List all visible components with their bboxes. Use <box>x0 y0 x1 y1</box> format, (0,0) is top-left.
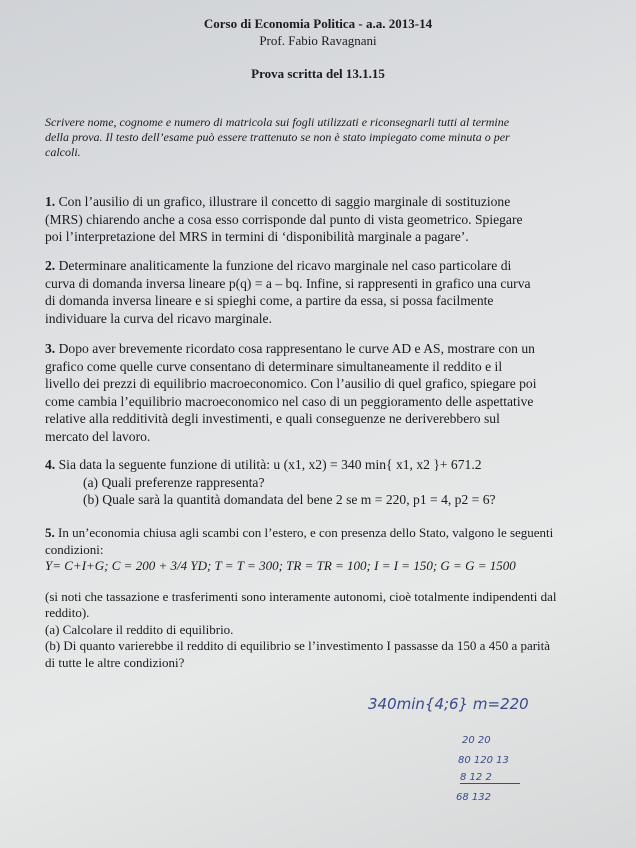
question-text: individuare la curva del ricavo marginale. <box>45 310 272 326</box>
handwritten-note: 340min{4;6} m=220 <box>368 695 529 713</box>
sub-question-a: (a) Quali preferenze rappresenta? <box>83 474 265 490</box>
exam-title: Prova scritta del 13.1.15 <box>251 66 385 81</box>
question-note: reddito). <box>45 605 90 620</box>
question-text: Dopo aver brevemente ricordato cosa rappresentano le curve AD e AS, mostrare con un <box>58 341 535 356</box>
question-number: 4. <box>45 457 56 472</box>
question-2 <box>45 257 585 327</box>
question-1 <box>45 193 585 246</box>
question-number: 1. <box>45 194 56 209</box>
question-text: Con l’ausilio di un grafico, illustrare il concetto di saggio marginale di sostituzione <box>58 194 511 209</box>
question-text: come cambia l’equilibrio macroeconomico nel caso di un peggioramento delle aspettative <box>45 393 534 409</box>
question-text: di domanda inversa lineare e si spieghi come, a partire da essa, si possa facilmente <box>45 293 494 308</box>
question-number: 5. <box>45 525 55 540</box>
question-text: grafico come quelle curve consentano di determinare simultaneamente il reddito e il <box>45 358 503 374</box>
question-text: relative alla redditività degli investimenti, e quali conseguenze ne deriverebbero sul <box>45 411 500 426</box>
question-number: 2. <box>45 258 56 273</box>
sub-question-b: (b) Di quanto varierebbe il reddito di equilibrio se l’investimento I passasse da 150 a 450 a parità <box>45 638 551 653</box>
handwritten-note: 80 120 13 <box>458 755 509 766</box>
question-text: (MRS) chiarendo anche a cosa esso corrisponde dal punto di vista geometrico. Spiegare <box>45 211 523 227</box>
handwritten-note: 20 20 <box>462 735 491 746</box>
handwritten-note: 68 132 <box>456 792 491 803</box>
question-text: Sia data la seguente funzione di utilità: u (x1, x2) = 340 min{ x1, x2 }+ 671.2 <box>58 457 482 472</box>
instructions-line: Scrivere nome, cognome e numero di matricola sui fogli utilizzati e riconsegnarli tutti al termine <box>45 115 510 129</box>
question-5 <box>45 525 585 671</box>
question-text: livello dei prezzi di equilibrio macroeconomico. Con l’ausilio di quel grafico, spiegare poi <box>45 376 537 391</box>
sub-question-a: (a) Calcolare il reddito di equilibrio. <box>45 621 234 637</box>
question-3 <box>45 340 585 445</box>
question-text: curva di domanda inversa lineare p(q) = a – bq. Infine, si rappresenti in grafico una curva <box>45 275 531 291</box>
instructions <box>45 115 585 160</box>
instructions-line: della prova. Il testo dell’esame può essere trattenuto se non è stato impiegato come minuta o per <box>45 130 510 144</box>
question-number: 3. <box>45 341 56 356</box>
sub-question-b: di tutte le altre condizioni? <box>45 654 185 670</box>
question-text: poi l’interpretazione del MRS in termini di ‘disponibilità marginale a pagare’. <box>45 229 469 244</box>
question-4 <box>45 456 585 509</box>
professor-name: Prof. Fabio Ravagnani <box>259 33 377 48</box>
question-text: mercato del lavoro. <box>45 428 151 444</box>
course-title: Corso di Economia Politica - a.a. 2013-14 <box>203 16 433 31</box>
question-note: (si noti che tassazione e trasferimenti sono interamente autonomi, cioè totalmente indipendenti dal <box>45 588 557 604</box>
handwritten-note: 8 12 2 <box>460 772 520 784</box>
sub-question-b: (b) Quale sarà la quantità domandata del bene 2 se m = 220, p1 = 4, p2 = 6? <box>83 492 496 507</box>
instructions-line: calcoli. <box>45 145 81 159</box>
equation-line: Y= C+I+G; C = 200 + 3/4 YD; T = T = 300; TR = TR = 100; I = I = 150; G = G = 1500 <box>45 558 516 573</box>
question-text: In un’economia chiusa agli scambi con l’estero, e con presenza dello Stato, valgono le seguenti <box>58 525 554 540</box>
question-text: Determinare analiticamente la funzione del ricavo marginale nel caso particolare di <box>58 258 512 273</box>
question-text: condizioni: <box>45 541 104 557</box>
